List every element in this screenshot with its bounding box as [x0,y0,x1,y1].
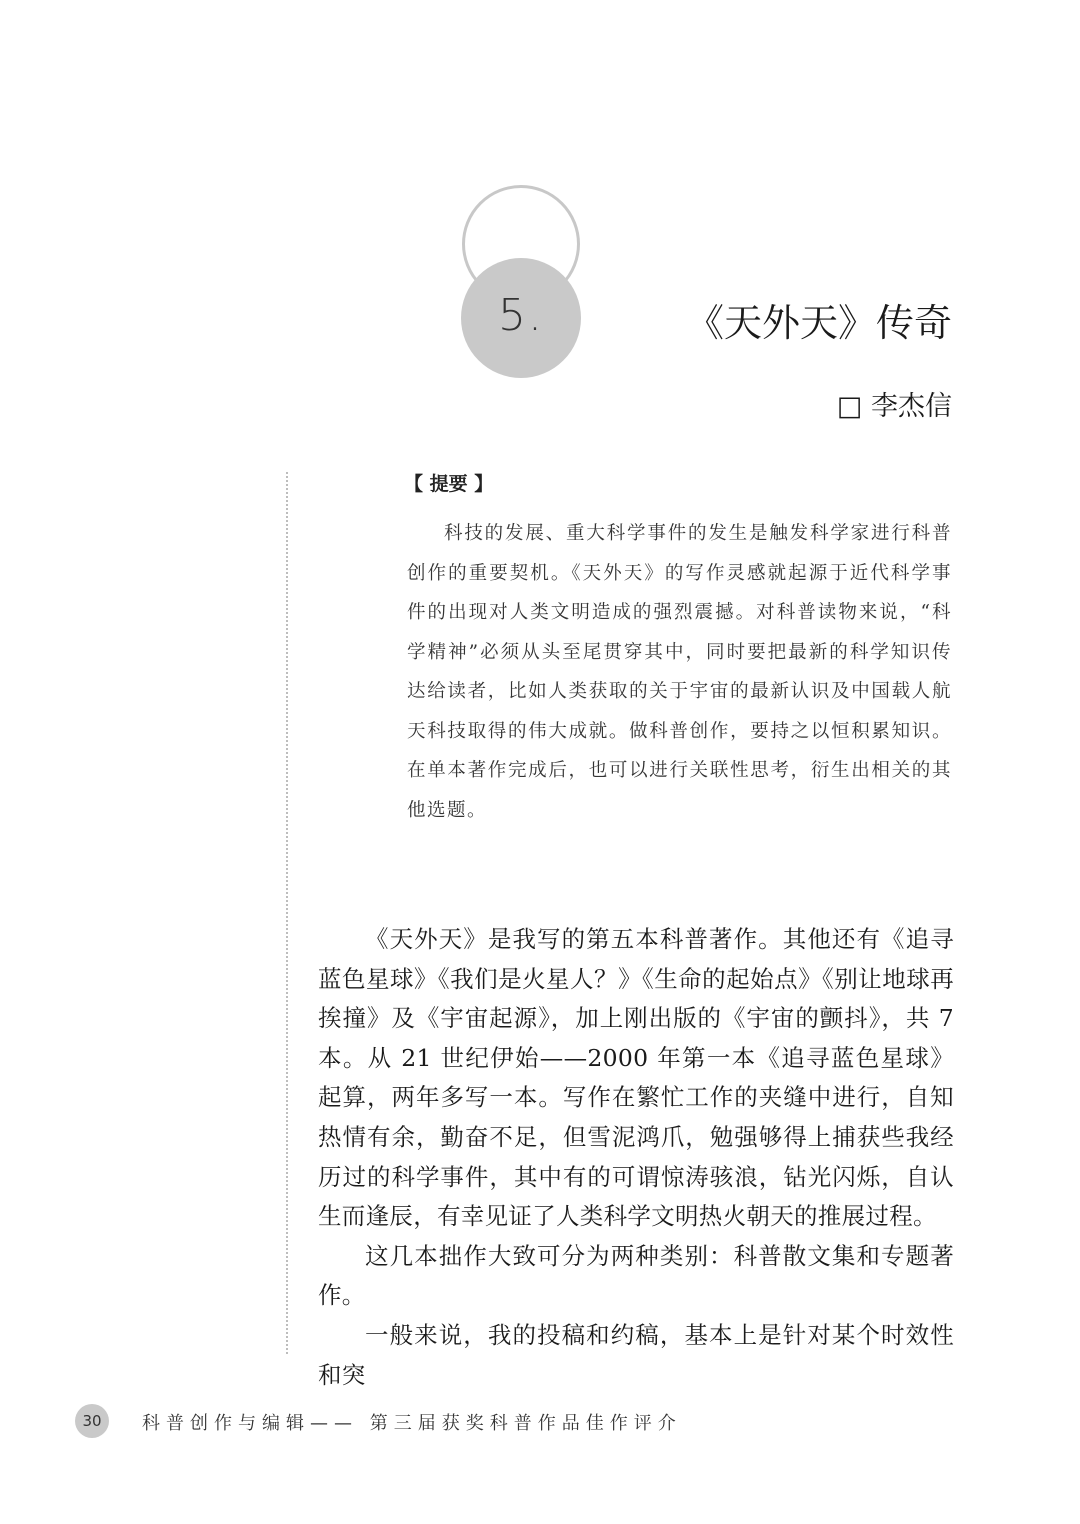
chapter-number: 5. [498,290,544,341]
chapter-title: 《天外天》传奇 [685,301,952,345]
body-paragraph-3: 一般来说，我的投稿和约稿，基本上是针对某个时效性和突 [318,1320,954,1389]
body-text [318,920,954,1395]
body-paragraph-1: 《天外天》是我写的第五本科普著作。其他还有《追寻蓝色星球》《我们是火星人？》《生命的起始点》《别让地球再挨撞》及《宇宙起源》，加上刚出版的《宇宙的颤抖》，共 7 本。从 21 世纪伊始——2000 年第一本《追寻蓝色星球》起算，两年多写一本。写作在繁忙工作的夹缝中进行，自知热情有余，勤奋不足，但雪泥鸿爪，勉强够得上捕获些我经历过的科学事件，其中有的可谓惊涛骇浪，钻光闪烁，自认生而逢辰，有幸见证了人类科学文明热火朝天的推展过程。 [318,925,954,1231]
author-byline: □ 李杰信 [836,391,952,422]
page-number: 30 [82,1412,102,1430]
running-title: 科普创作与编辑—— 第三届获奖科普作品佳作评介 [142,1413,682,1434]
abstract-text: 科技的发展、重大科学事件的发生是触发科学家进行科普创作的重要契机。《天外天》的写作灵感就起源于近代科学事件的出现对人类文明造成的强烈震撼。对科普读物来说，“科学精神”必须从头至尾贯穿其中，同时要把最新的科学知识传达给读者，比如人类获取的关于宇宙的最新认识及中国载人航天科技取得的伟大成就。做科普创作，要持之以恒积累知识。在单本著作完成后，也可以进行关联性思考，衍生出相关的其他选题。 [407,523,952,821]
abstract-heading: 【 提要 】 [404,473,494,495]
body-paragraph-2: 这几本拙作大致可分为两种类别：科普散文集和专题著作。 [318,1241,954,1310]
margin-dotted-rule [286,472,288,1354]
